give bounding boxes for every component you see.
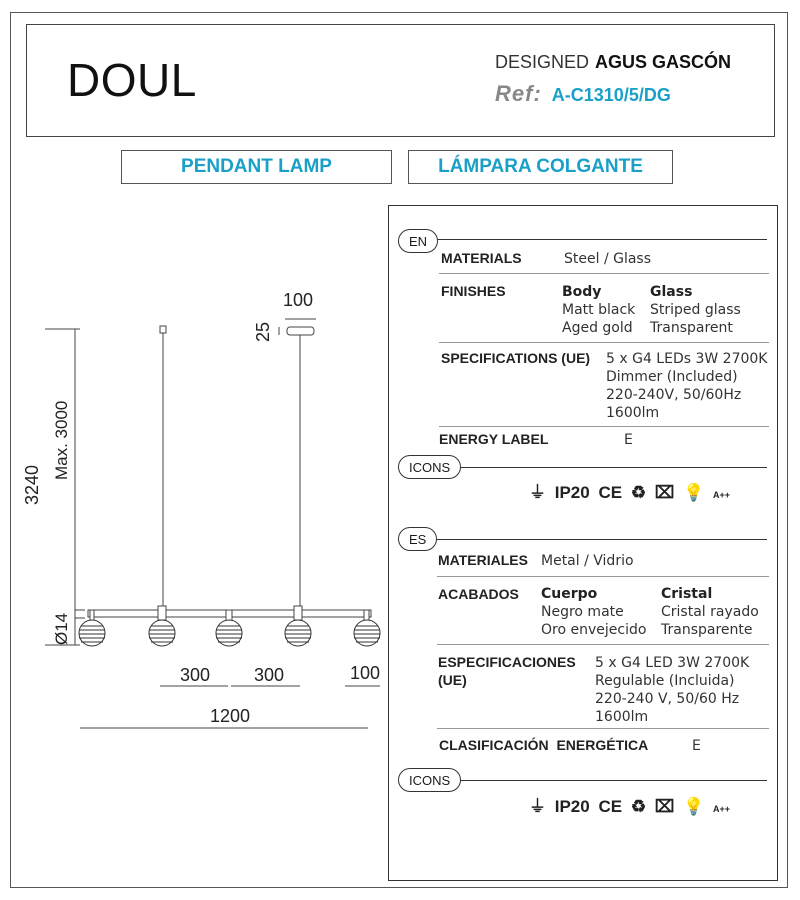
es-spec-2: Regulable (Incluida) bbox=[595, 673, 735, 689]
dim-max-cable: Max. 3000 bbox=[52, 400, 71, 480]
ip-rating: IP20 bbox=[554, 483, 590, 502]
product-name: DOUL bbox=[67, 54, 197, 106]
en-finish-glass-1: Striped glass bbox=[650, 302, 741, 318]
globe-3 bbox=[216, 620, 242, 646]
lang-tag-en: EN bbox=[398, 229, 438, 253]
energy-class-icon: A++ bbox=[713, 804, 731, 814]
globe-2 bbox=[149, 620, 175, 646]
divider bbox=[437, 576, 769, 577]
type-es-box bbox=[408, 150, 673, 184]
globe-4 bbox=[285, 620, 311, 646]
en-energy-value: E bbox=[624, 432, 633, 448]
en-materials-label: MATERIALS bbox=[441, 250, 522, 266]
en-materials-value: Steel / Glass bbox=[564, 251, 652, 267]
designer-name: AGUS GASCÓN bbox=[595, 52, 732, 72]
es-finish-glass-2: Transparente bbox=[661, 622, 753, 638]
divider bbox=[437, 728, 769, 729]
technical-drawing bbox=[0, 0, 390, 760]
ce-mark-icon: CE bbox=[598, 483, 623, 502]
es-spec-3: 220-240 V, 50/60 Hz bbox=[595, 691, 740, 707]
icons-tag-es: ICONS bbox=[398, 768, 461, 792]
en-specs-label: SPECIFICATIONS (UE) bbox=[441, 350, 591, 366]
spec-panel bbox=[388, 205, 778, 881]
dim-canopy-height: 25 bbox=[253, 321, 273, 342]
globes bbox=[79, 620, 380, 646]
canopy bbox=[287, 327, 314, 335]
bulb-icon: 💡 bbox=[683, 483, 705, 502]
en-rule bbox=[403, 239, 767, 240]
designed-label: DESIGNED bbox=[495, 52, 590, 72]
designer-line bbox=[495, 52, 731, 73]
en-cert-icons bbox=[529, 478, 734, 503]
weee-bin-icon: ⌧ bbox=[654, 483, 675, 502]
es-energy-value: E bbox=[692, 738, 701, 754]
es-cert-icons bbox=[529, 792, 734, 817]
en-finish-body-2: Aged gold bbox=[562, 320, 633, 336]
en-spec-2: Dimmer (Included) bbox=[606, 369, 738, 385]
socket-2 bbox=[158, 606, 166, 620]
en-spec-3: 220-240V, 50/60Hz bbox=[606, 387, 742, 403]
ce-mark-icon: CE bbox=[598, 797, 623, 816]
globe-1 bbox=[79, 620, 105, 646]
es-finishes-col1-head: Cuerpo bbox=[541, 586, 598, 602]
dim-total-height: 3240 bbox=[22, 464, 42, 505]
es-spec-4: 1600lm bbox=[595, 709, 649, 725]
en-finish-body-1: Matt black bbox=[562, 302, 636, 318]
dim-total-length: 1200 bbox=[210, 706, 251, 726]
recycle-icon: ♻ bbox=[630, 797, 647, 816]
ref-label: Ref: bbox=[495, 81, 542, 106]
type-es: LÁMPARA COLGANTE bbox=[438, 156, 643, 177]
weee-bin-icon: ⌧ bbox=[654, 797, 675, 816]
es-finish-glass-1: Cristal rayado bbox=[661, 604, 759, 620]
dim-end-offset: 100 bbox=[350, 663, 381, 683]
es-finish-body-1: Negro mate bbox=[541, 604, 624, 620]
divider bbox=[439, 342, 769, 343]
ground-icon: ⏚ bbox=[529, 797, 546, 816]
es-specs-label-2: (UE) bbox=[438, 672, 467, 688]
dim-tube-diameter: Ø14 bbox=[52, 612, 71, 645]
en-spec-4: 1600lm bbox=[606, 405, 660, 421]
reference-line bbox=[495, 81, 671, 107]
es-spec-1: 5 x G4 LED 3W 2700K bbox=[595, 655, 750, 671]
dim-spacing-1: 300 bbox=[180, 665, 211, 685]
en-finishes-col2-head: Glass bbox=[650, 284, 693, 300]
ref-value: A-C1310/5/DG bbox=[551, 85, 671, 105]
energy-class-icon: A++ bbox=[713, 490, 731, 500]
es-specs-label-1: ESPECIFICACIONES bbox=[438, 654, 576, 670]
type-en: PENDANT LAMP bbox=[181, 156, 332, 177]
icons-tag-en: ICONS bbox=[398, 455, 461, 479]
en-energy-label: ENERGY LABEL bbox=[439, 431, 549, 447]
divider bbox=[439, 426, 769, 427]
lang-tag-es: ES bbox=[398, 527, 437, 551]
cable-grip bbox=[160, 326, 166, 333]
recycle-icon: ♻ bbox=[630, 483, 647, 502]
socket-4 bbox=[294, 606, 302, 620]
es-finishes-col2-head: Cristal bbox=[661, 586, 713, 602]
en-finishes-col1-head: Body bbox=[562, 284, 602, 300]
es-materials-value: Metal / Vidrio bbox=[541, 553, 634, 569]
bulb-icon: 💡 bbox=[683, 797, 705, 816]
es-rule bbox=[403, 539, 767, 540]
es-finishes-label: ACABADOS bbox=[438, 586, 519, 602]
es-energy-label: CLASIFICACIÓN ENERGÉTICA bbox=[439, 737, 649, 753]
dim-spacing-2: 300 bbox=[254, 665, 285, 685]
divider bbox=[437, 644, 769, 645]
dim-canopy-width: 100 bbox=[283, 290, 314, 310]
en-finish-glass-2: Transparent bbox=[650, 320, 733, 336]
es-materials-label: MATERIALES bbox=[438, 552, 528, 568]
en-spec-1: 5 x G4 LEDs 3W 2700K bbox=[606, 351, 768, 367]
globe-5 bbox=[354, 620, 380, 646]
en-finishes-label: FINISHES bbox=[441, 283, 506, 299]
ground-icon: ⏚ bbox=[529, 483, 546, 502]
divider bbox=[439, 273, 769, 274]
es-finish-body-2: Oro envejecido bbox=[541, 622, 647, 638]
ip-rating: IP20 bbox=[554, 797, 590, 816]
